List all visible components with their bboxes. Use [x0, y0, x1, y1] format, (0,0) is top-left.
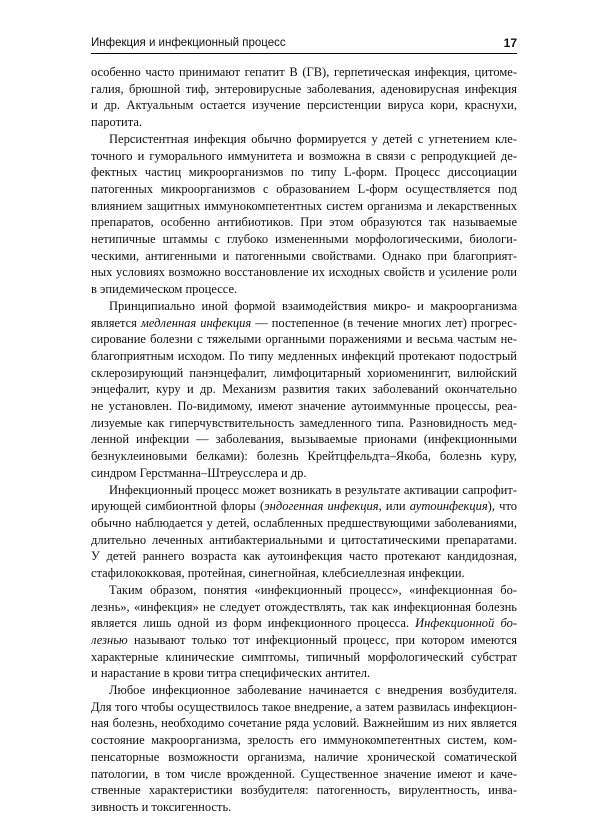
text-line: ных условиях возможно восстановление их исходных свойств и усиление роли: [91, 265, 517, 280]
text-line: и др. Актуальным остается изучение персистенции вируса кори, краснухи,: [91, 98, 517, 113]
text-line: состояние макроорганизма, зрелость его иммунокомпетентных систем, ком-: [91, 733, 517, 748]
text-line: препаратов, особенно антибиотиков. При этом образуются так называемые: [91, 215, 517, 230]
text-line: ирующей симбионтной флоры (эндогенная инфекция, или аутоинфекция), что: [91, 499, 517, 514]
paragraph: [91, 64, 517, 131]
text-line: паротита.: [91, 115, 143, 130]
text-line: Принципиально иной формой взаимодействия микро- и макроорганизма: [109, 298, 517, 313]
text-line: является лишь одной из форм инфекционного процесса. Инфекционной бо-: [91, 616, 517, 631]
text-line: особенно часто принимают гепатит В (ГВ), герпетическая инфекция, цитоме-: [91, 65, 517, 79]
text-line: Любое инфекционное заболевание начинается с внедрения возбудителя.: [109, 683, 517, 698]
text-line: нетипичные штаммы с глубоко измененными морфологическими, биологи-: [91, 232, 517, 247]
running-header: [91, 36, 517, 54]
paragraph: [91, 582, 517, 682]
text-line: точного и гуморального иммунитета и возможна в связи с репродукцией де-: [91, 148, 517, 163]
text-line: лизуемые как гиперчувствительность замедленного типа. Разновидность мед-: [91, 415, 517, 430]
paragraph: [91, 298, 517, 482]
text-line: ленной инфекции — заболевания, вызываемые прионами (инфекционными: [91, 432, 517, 447]
text-line: длительно леченных антибактериальными и цитостатическими препаратами.: [91, 532, 517, 547]
text-line: обычно наблюдается у детей, ослабленных предшествующими заболеваниями,: [91, 515, 517, 530]
text-line: патологии, в том числе врожденной. Существенное значение имеют и каче-: [91, 766, 517, 781]
paragraph: [91, 482, 517, 582]
text-line: влиянием защитных иммунокомпетентных систем организма и лекарственных: [91, 198, 517, 213]
paragraph: [91, 682, 517, 816]
text-line: склерозирующий панэнцефалит, лимфоцитарный хориоменингит, вилюйский: [91, 365, 517, 380]
text-line: безнуклеиновыми белками): болезнь Крейтцфельдта–Якоба, болезнь куру,: [91, 449, 517, 464]
text-line: лезнь», «инфекция» не следует отождествлять, так как инфекционная болезнь: [91, 599, 517, 614]
text-line: ственные характеристики возбудителя: патогенность, вирулентность, инва-: [91, 783, 517, 798]
paragraph: [91, 131, 517, 298]
text-line: стафилококковая, протейная, синегнойная, клебсиеллезная инфекции.: [91, 566, 465, 581]
text-line: и нарастание в крови титра специфических антител.: [91, 666, 371, 681]
text-line: синдром Герстманна–Штреусслера и др.: [91, 465, 307, 480]
text-line: благоприятным исходом. По типу медленных инфекций протекают подострый: [91, 348, 517, 363]
page-number: 17: [503, 36, 517, 50]
text-line: лезнью называют только тот инфекционный процесс, при котором имеются: [91, 632, 517, 647]
text-line: патогенных микроорганизмов с образованием L-форм осуществляется под: [91, 181, 517, 196]
text-line: зивность и токсигенность.: [91, 799, 232, 814]
text-line: Персистентная инфекция обычно формируется у детей с угнетением кле-: [109, 131, 517, 146]
running-title: Инфекция и инфекционный процесс: [91, 37, 286, 49]
text-line: Таким образом, понятия «инфекционный процесс», «инфекционная бо-: [109, 582, 517, 597]
text-line: Для того чтобы осуществилось такое внедрение, а затем развилась инфекцион-: [91, 699, 517, 714]
text-line: сирование болезни с тяжелыми органными поражениями и весьма частым не-: [91, 332, 517, 347]
text-line: в эпидемическом процессе.: [91, 282, 238, 297]
text-line: фектных частиц микроорганизмов по типу L-форм. Процесс диссоциации: [91, 165, 517, 180]
text-line: галия, брюшной тиф, энтеровирусные заболевания, аденовирусная инфекция: [91, 81, 517, 96]
text-line: характерные клинические симптомы, типичный морфологический субстрат: [91, 649, 517, 664]
body-text: [91, 64, 517, 816]
text-line: ная болезнь, необходимо сочетание ряда условий. Важнейшим из них является: [91, 716, 517, 731]
text-line: не установлен. По-видимому, имеют значение аутоиммунные процессы, реа-: [91, 399, 517, 414]
text-line: ческими, антигенными и патогенными свойствами. Однако при благоприят-: [91, 248, 517, 263]
text-line: энцефалит, куру и др. Механизм развития таких заболеваний окончательно: [91, 382, 517, 397]
text-line: Инфекционный процесс может возникать в результате активации сапрофит-: [109, 482, 517, 497]
text-line: У детей раннего возраста как аутоинфекция часто протекают кандидозная,: [91, 549, 517, 564]
text-line: является медленная инфекция — постепенное (в течение многих лет) прогрес-: [91, 315, 517, 330]
text-line: пенсаторные возможности организма, наличие хронической соматической: [91, 749, 517, 764]
